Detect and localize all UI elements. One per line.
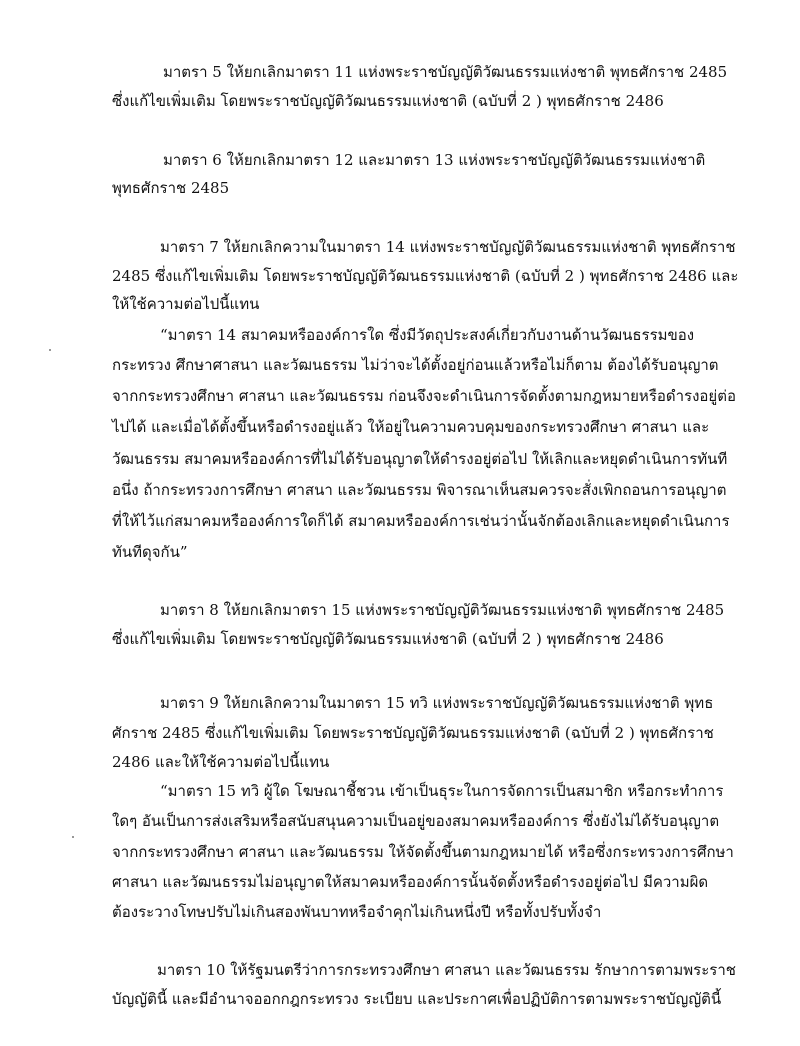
section-6-line-2: พุทธศักราช 2485 xyxy=(112,179,230,197)
section-10-line-2: บัญญัตินี้ และมีอำนาจออกกฎกระทรวง ระเบียบ และประกาศเพื่อปฏิบัติการตามพระราชบัญญัตินี้ xyxy=(112,990,722,1008)
section-10-line-1: มาตรา 10 ให้รัฐมนตรีว่าการกระทรวงศึกษา ศาสนา และวัฒนธรรม รักษาการตามพระราช xyxy=(157,961,736,979)
section-7-quote-line-3: จากกระทรวงศึกษา ศาสนา และวัฒนธรรม ก่อนจึงจะดำเนินการจัดตั้งตามกฎหมายหรือดำรงอยู่ต่อ xyxy=(112,387,736,405)
section-8-line-2: ซึ่งแก้ไขเพิ่มเติม โดยพระราชบัญญัติวัฒนธรรมแห่งชาติ (ฉบับที่ 2 ) พุทธศักราช 2486 xyxy=(112,630,664,648)
section-5-line-2: ซึ่งแก้ไขเพิ่มเติม โดยพระราชบัญญัติวัฒนธรรมแห่งชาติ (ฉบับที่ 2 ) พุทธศักราช 2486 xyxy=(112,92,664,110)
section-8-line-1: มาตรา 8 ให้ยกเลิกมาตรา 15 แห่งพระราชบัญญัติวัฒนธรรมแห่งชาติ พุทธศักราช 2485 xyxy=(160,601,725,619)
section-7-quote-line-6: อนึ่ง ถ้ากระทรวงการศึกษา ศาสนา และวัฒนธรรม พิจารณาเห็นสมควรจะสั่งเพิกถอนการอนุญาต xyxy=(112,481,727,499)
section-7-quote-line-2: กระทรวง ศึกษาศาสนา และวัฒนธรรม ไม่ว่าจะได้ตั้งอยู่ก่อนแล้วหรือไม่ก็ตาม ต้องได้รับอนุญาต xyxy=(112,356,719,374)
section-9-quote-line-3: จากกระทรวงศึกษา ศาสนา และวัฒนธรรม ให้จัดตั้งขึ้นตามกฎหมายได้ หรือซึ่งกระทรวงการศึกษา xyxy=(112,843,734,861)
section-9-quote-line-5: ต้องระวางโทษปรับไม่เกินสองพันบาทหรือจำคุกไม่เกินหนึ่งปี หรือทั้งปรับทั้งจำ xyxy=(112,903,602,921)
section-7-quote-line-7: ที่ให้ไว้แก่สมาคมหรือองค์การใดก็ได้ สมาคมหรือองค์การเช่นว่านั้นจักต้องเลิกและหยุดดำเนินการ xyxy=(112,512,730,530)
section-7-line-2: 2485 ซึ่งแก้ไขเพิ่มเติม โดยพระราชบัญญัติวัฒนธรรมแห่งชาติ (ฉบับที่ 2 ) พุทธศักราช 2486 และ xyxy=(112,267,739,285)
section-9-line-3: 2486 และให้ใช้ความต่อไปนี้แทน xyxy=(112,753,330,771)
scan-speck xyxy=(49,349,51,351)
section-7-line-3: ให้ใช้ความต่อไปนี้แทน xyxy=(112,295,260,313)
section-7-quote-line-5: วัฒนธรรม สมาคมหรือองค์การที่ไม่ได้รับอนุญาตให้ดำรงอยู่ต่อไป ให้เลิกและหยุดดำเนินการทันที xyxy=(112,450,728,468)
section-9-quote-line-2: ใดๆ อันเป็นการส่งเสริมหรือสนับสนุนความเป็นอยู่ของสมาคมหรือองค์การ ซึ่งยังไม่ได้รับอนุญาต xyxy=(112,812,720,830)
section-5-line-1: มาตรา 5 ให้ยกเลิกมาตรา 11 แห่งพระราชบัญญัติวัฒนธรรมแห่งชาติ พุทธศักราช 2485 xyxy=(163,63,728,81)
section-7-quote-line-1: “มาตรา 14 สมาคมหรือองค์การใด ซึ่งมีวัตถุประสงค์เกี่ยวกับงานด้านวัฒนธรรมของ xyxy=(160,326,695,344)
section-9-quote-line-4: ศาสนา และวัฒนธรรมไม่อนุญาตให้สมาคมหรือองค์การนั้นจัดตั้งหรือดำรงอยู่ต่อไป มีความผิด xyxy=(112,873,709,891)
section-7-quote-line-8: ทันทีดุจกัน” xyxy=(112,543,188,561)
scan-speck xyxy=(72,836,74,838)
section-9-line-2: ศักราช 2485 ซึ่งแก้ไขเพิ่มเติม โดยพระราชบัญญัติวัฒนธรรมแห่งชาติ (ฉบับที่ 2 ) พุทธศักราช xyxy=(112,724,714,742)
section-6-line-1: มาตรา 6 ให้ยกเลิกมาตรา 12 และมาตรา 13 แห่งพระราชบัญญัติวัฒนธรรมแห่งชาติ xyxy=(163,151,706,169)
section-7-line-1: มาตรา 7 ให้ยกเลิกความในมาตรา 14 แห่งพระราชบัญญัติวัฒนธรรมแห่งชาติ พุทธศักราช xyxy=(160,238,736,256)
section-7-quote-line-4: ไปได้ และเมื่อได้ตั้งขึ้นหรือดำรงอยู่แล้ว ให้อยู่ในความควบคุมของกระทรวงศึกษา ศาสนา และ xyxy=(112,418,710,436)
section-9-line-1: มาตรา 9 ให้ยกเลิกความในมาตรา 15 ทวิ แห่งพระราชบัญญัติวัฒนธรรมแห่งชาติ พุทธ xyxy=(160,694,714,712)
section-9-quote-line-1: “มาตรา 15 ทวิ ผู้ใด โฆษณาชี้ชวน เข้าเป็นธุระในการจัดการเป็นสมาชิก หรือกระทำการ xyxy=(160,782,724,800)
